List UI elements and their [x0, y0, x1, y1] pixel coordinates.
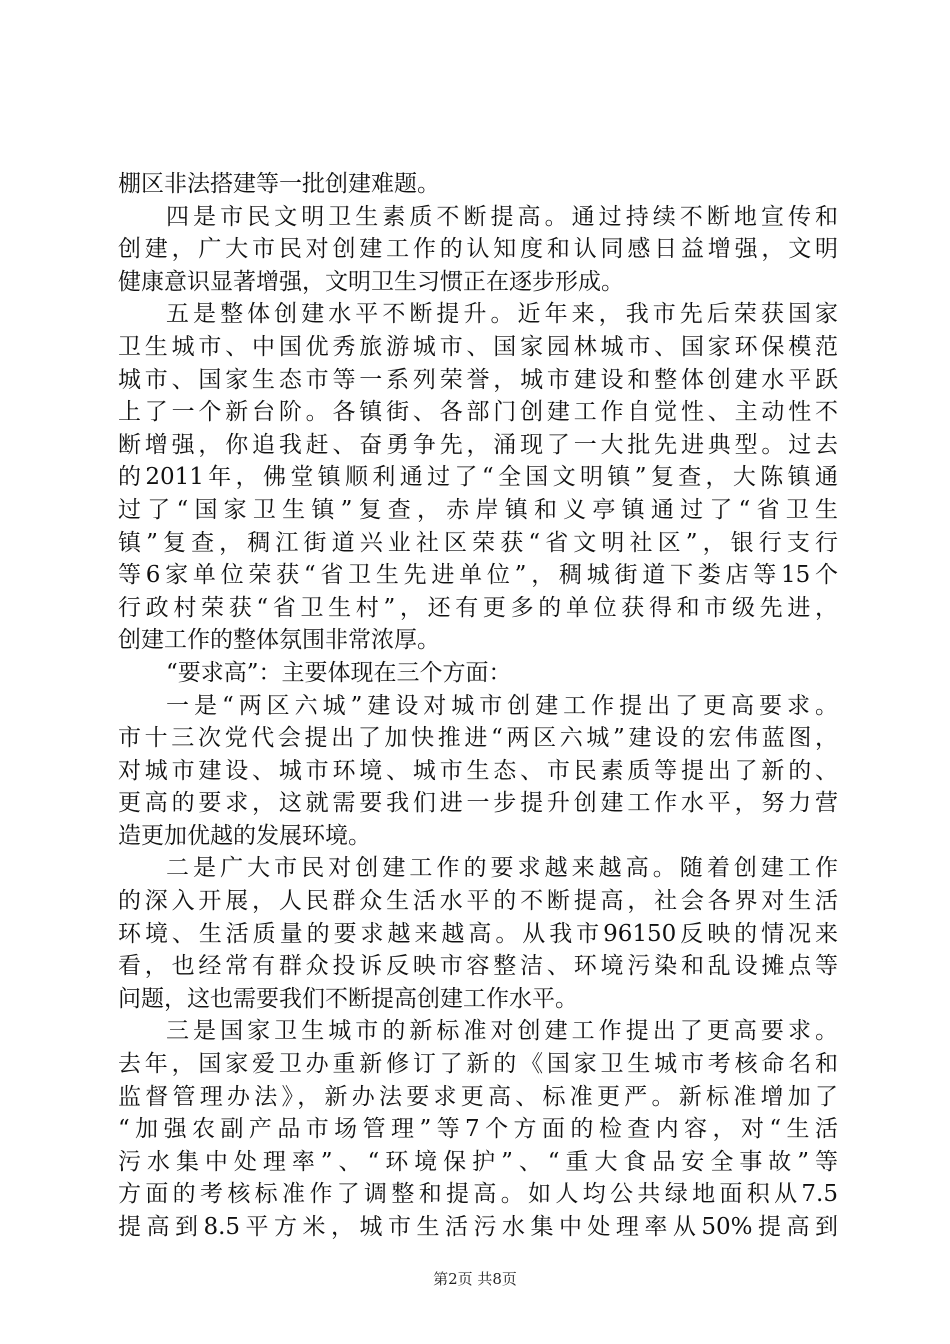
- text-line: 造更加优越的发展环境。: [118, 822, 371, 849]
- text-line: 环境、生活质量的要求越来越高。从我市96150反映的情况来: [118, 920, 838, 947]
- text-line: 卫生城市、中国优秀旅游城市、国家园林城市、国家环保模范: [118, 333, 838, 360]
- text-line: 污水集中处理率”、“环境保护”、“重大食品安全事故”等: [118, 1148, 838, 1175]
- text-line: 提高到8.5平方米，城市生活污水集中处理率从50%提高到: [118, 1214, 838, 1240]
- text-line: 方面的考核标准作了调整和提高。如人均公共绿地面积从7.5: [118, 1181, 838, 1208]
- body-text: [118, 168, 838, 1244]
- text-line: 断增强，你追我赶、奋勇争先，涌现了一大批先进典型。过去: [118, 431, 838, 458]
- page-footer: 第2页 共8页: [433, 1270, 517, 1288]
- text-line: 棚区非法搭建等一批创建难题。: [118, 171, 440, 197]
- text-line: 二是广大市民对创建工作的要求越来越高。随着创建工作: [166, 855, 838, 882]
- text-line: 健康意识显著增强，文明卫生习惯正在逐步形成。: [118, 268, 624, 295]
- text-line: “要求高”：主要体现在三个方面：: [166, 659, 512, 686]
- text-line: 等6家单位荣获“省卫生先进单位”，稠城街道下娄店等15个: [118, 562, 838, 589]
- text-line: 五是整体创建水平不断提升。近年来，我市先后荣获国家: [166, 301, 838, 328]
- text-line: 上了一个新台阶。各镇街、各部门创建工作自觉性、主动性不: [118, 399, 838, 426]
- text-line: 一是“两区六城”建设对城市创建工作提出了更高要求。: [166, 692, 838, 719]
- text-line: 镇”复查，稠江街道兴业社区荣获“省文明社区”，银行支行: [118, 529, 838, 556]
- text-line: 过了“国家卫生镇”复查，赤岸镇和义亭镇通过了“省卫生: [118, 496, 838, 523]
- text-line: 行政村荣获“省卫生村”，还有更多的单位获得和市级先进，: [118, 594, 838, 621]
- text-line: 创建，广大市民对创建工作的认知度和认同感日益增强，文明: [118, 236, 838, 263]
- text-line: 监督管理办法》，新办法要求更高、标准更严。新标准增加了: [118, 1083, 838, 1110]
- text-line: 的2011年，佛堂镇顺利通过了“全国文明镇”复查，大陈镇通: [118, 464, 838, 491]
- text-line: 更高的要求，这就需要我们进一步提升创建工作水平，努力营: [118, 790, 838, 817]
- text-line: 去年，国家爱卫办重新修订了新的《国家卫生城市考核命名和: [118, 1051, 838, 1078]
- text-line: 对城市建设、城市环境、城市生态、市民素质等提出了新的、: [118, 757, 838, 784]
- text-line: 三是国家卫生城市的新标准对创建工作提出了更高要求。: [166, 1018, 838, 1045]
- text-line: 四是市民文明卫生素质不断提高。通过持续不断地宣传和: [166, 203, 838, 230]
- text-line: 问题，这也需要我们不断提高创建工作水平。: [118, 985, 578, 1012]
- text-line: “加强农副产品市场管理”等7个方面的检查内容，对“生活: [118, 1116, 838, 1143]
- text-line: 的深入开展，人民群众生活水平的不断提高，社会各界对生活: [118, 888, 838, 915]
- text-line: 城市、国家生态市等一系列荣誉，城市建设和整体创建水平跃: [118, 366, 838, 393]
- text-line: 市十三次党代会提出了加快推进“两区六城”建设的宏伟蓝图，: [118, 725, 838, 752]
- text-line: 看，也经常有群众投诉反映市容整洁、环境污染和乱设摊点等: [118, 953, 838, 980]
- text-line: 创建工作的整体氛围非常浓厚。: [118, 627, 440, 654]
